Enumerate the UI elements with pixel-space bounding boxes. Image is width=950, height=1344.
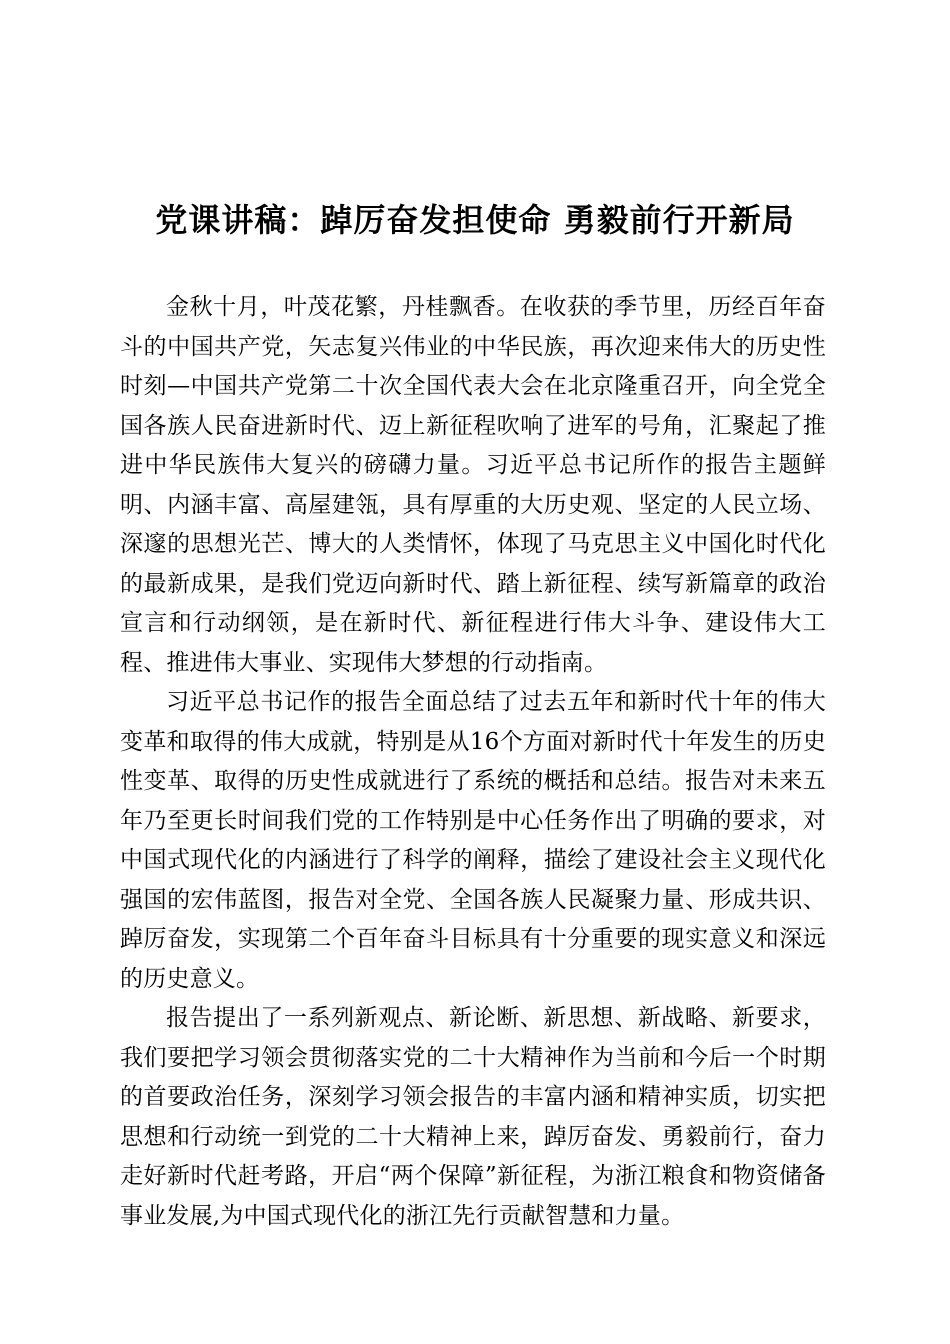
document-body — [120, 288, 826, 1236]
body-paragraph-3: 报告提出了一系列新观点、新论断、新思想、新战略、新要求，我们要把学习领会贯彻落实党的二十大精神作为当前和今后一个时期的首要政治任务，深刻学习领会报告的丰富内涵和精神实质，切实把思想和行动统一到党的二十大精神上来，踔厉奋发、勇毅前行，奋力走好新时代赶考路，开启“两个保障”新征程，为浙江粮食和物资储备事业发展,为中国式现代化的浙江先行贡献智慧和力量。 — [120, 1005, 826, 1229]
body-paragraph-2: 习近平总书记作的报告全面总结了过去五年和新时代十年的伟大变革和取得的伟大成就，特别是从16个方面对新时代十年发生的历史性变革、取得的历史性成就进行了系统的概括和总结。报告对未来五年乃至更长时间我们党的工作特别是中心任务作出了明确的要求，对中国式现代化的内涵进行了科学的阐释，描绘了建设社会主义现代化强国的宏伟蓝图，报告对全党、全国各族人民凝聚力量、形成共识、踔厉奋发，实现第二个百年奋斗目标具有十分重要的现实意义和深远的历史意义。 — [120, 689, 826, 992]
document-title: 党课讲稿：踔厉奋发担使命 勇毅前行开新局 — [155, 201, 795, 239]
body-paragraph-1: 金秋十月，叶茂花繁，丹桂飘香。在收获的季节里，历经百年奋斗的中国共产党，矢志复兴伟业的中华民族，再次迎来伟大的历史性时刻—中国共产党第二十次全国代表大会在北京隆重召开，向全党全国各族人民奋进新时代、迈上新征程吹响了进军的号角，汇聚起了推进中华民族伟大复兴的磅礴力量。习近平总书记所作的报告主题鲜明、内涵丰富、高屋建瓴，具有厚重的大历史观、坚定的人民立场、深邃的思想光芒、博大的人类情怀，体现了马克思主义中国化时代化的最新成果，是我们党迈向新时代、踏上新征程、续写新篇章的政治宣言和行动纲领，是在新时代、新征程进行伟大斗争、建设伟大工程、推进伟大事业、实现伟大梦想的行动指南。 — [120, 294, 826, 676]
